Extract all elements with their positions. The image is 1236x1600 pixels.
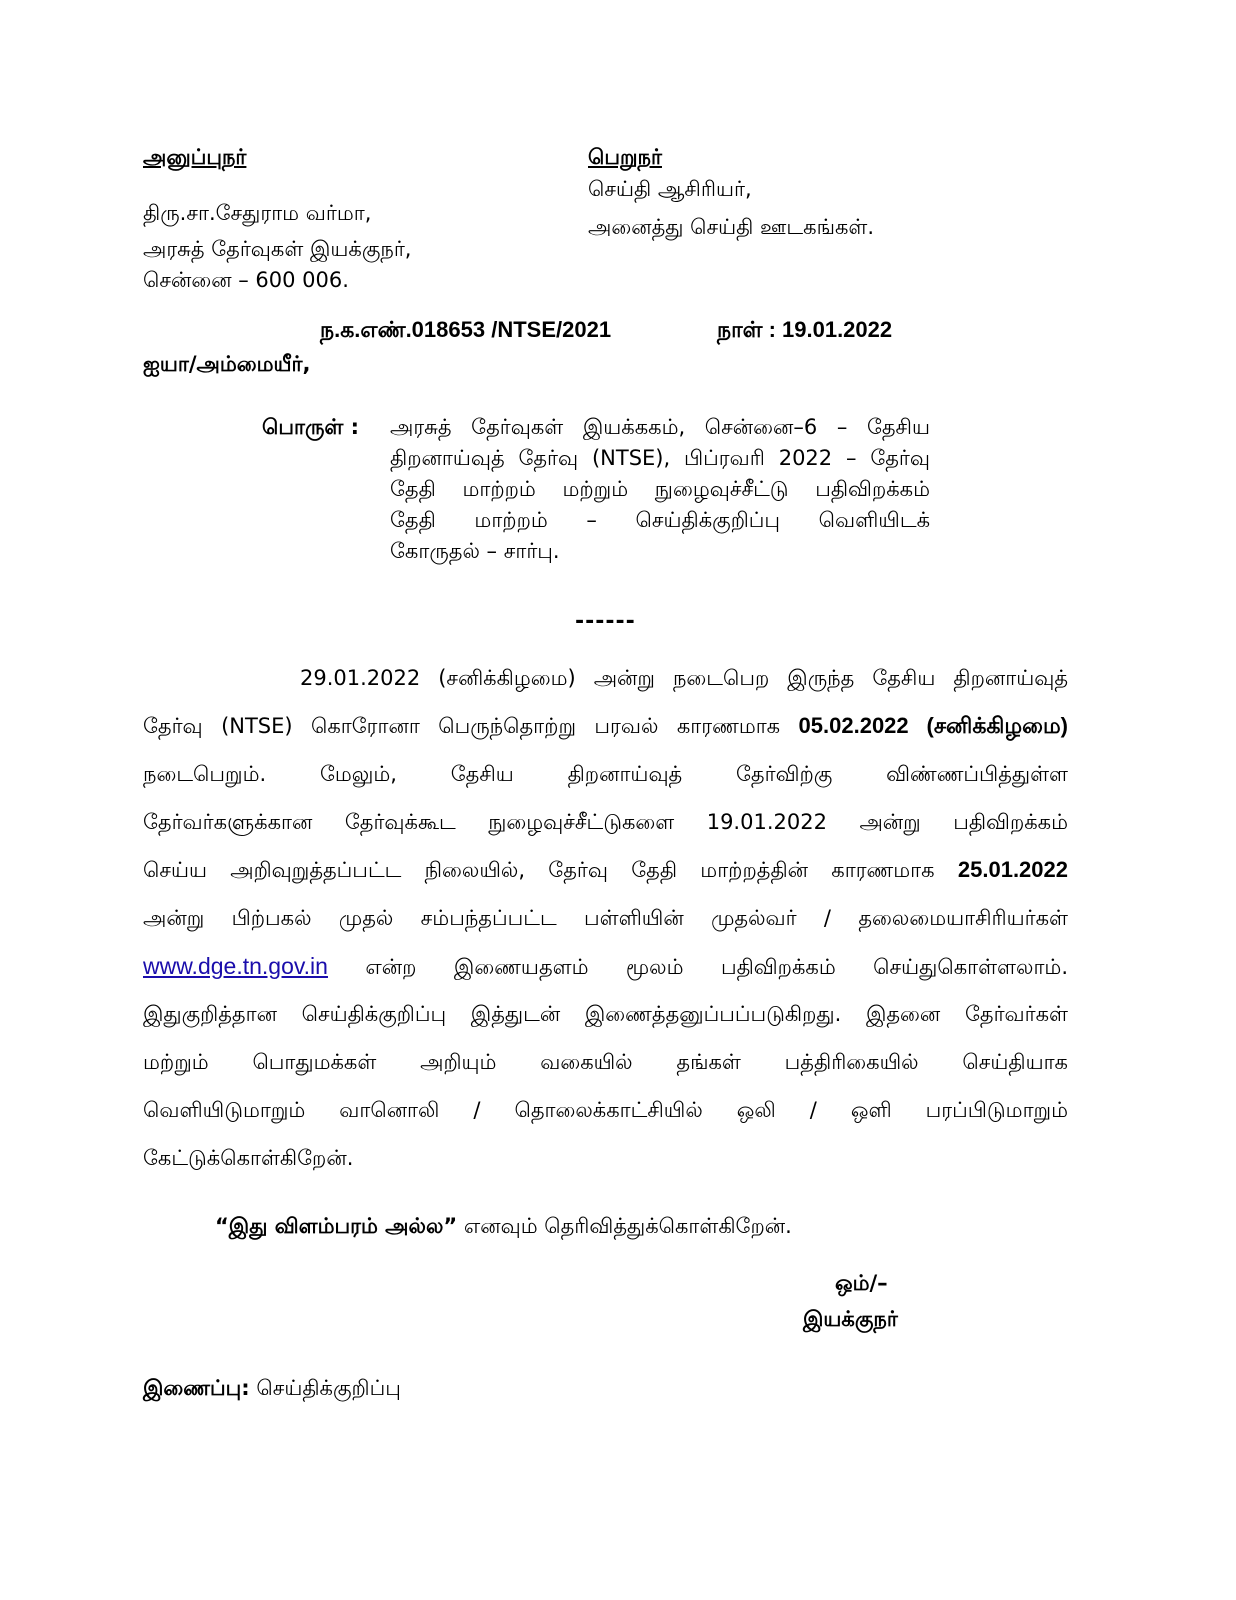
- signature-director: இயக்குநர்: [803, 1307, 898, 1331]
- recipient-heading: பெறுநர்: [588, 145, 662, 169]
- body-line: [143, 709, 1068, 757]
- subject-label: பொருள் :: [262, 415, 360, 439]
- reference-number: ந.க.எண்.018653 /NTSE/2021: [320, 317, 612, 342]
- body-line: 29.01.2022 (சனிக்கிழமை) அன்று நடைபெற இருந்த தேசிய திறனாய்வுத்: [300, 666, 1068, 690]
- enclosure-text: செய்திக்குறிப்பு: [249, 1376, 401, 1400]
- body-download-date: 25.01.2022: [957, 857, 1068, 882]
- body-line: கேட்டுக்கொள்கிறேன்.: [143, 1146, 354, 1170]
- body-line: தேர்வர்களுக்கான தேர்வுக்கூட நுழைவுச்சீட்டுகளை 19.01.2022 அன்று பதிவிறக்கம்: [143, 810, 1068, 834]
- body-text: செய்ய அறிவுறுத்தப்பட்ட நிலையில், தேர்வு தேதி மாற்றத்தின் காரணமாக: [143, 858, 935, 882]
- recipient-line-1: செய்தி ஆசிரியர்,: [588, 177, 752, 201]
- separator: ------: [575, 609, 636, 634]
- body-line: மற்றும் பொதுமக்கள் அறியும் வகையில் தங்கள் பத்திரிகையில் செய்தியாக: [143, 1050, 1068, 1074]
- body-line: இதுகுறித்தான செய்திக்குறிப்பு இத்துடன் இணைத்தனுப்பப்படுகிறது. இதனை தேர்வர்கள்: [143, 1002, 1068, 1026]
- body-line: வெளியிடுமாறும் வானொலி / தொலைக்காட்சியில் ஒலி / ஒளி பரப்பிடுமாறும்: [143, 1098, 1068, 1122]
- body-line: அன்று பிற்பகல் முதல் சம்பந்தப்பட்ட பள்ளியின் முதல்வர் / தலைமையாசிரியர்கள்: [143, 906, 1068, 930]
- reference-date: நாள் : 19.01.2022: [717, 317, 893, 342]
- sender-city: சென்னை – 600 006.: [143, 268, 349, 292]
- subject-line: தேதி மாற்றம் மற்றும் நுழைவுச்சீட்டு பதிவிறக்கம்: [390, 477, 930, 501]
- body-line: [143, 949, 1068, 997]
- notice-line: [215, 1211, 792, 1241]
- body-text: என்ற இணையதளம் மூலம் பதிவிறக்கம் செய்துகொள்ளலாம்.: [365, 955, 1068, 979]
- subject-line: அரசுத் தேர்வுகள் இயக்ககம், சென்னை–6 – தேசிய: [390, 415, 930, 439]
- body-line: நடைபெறும். மேலும், தேசிய திறனாய்வுத் தேர்விற்கு விண்ணப்பித்துள்ள: [143, 762, 1068, 786]
- sender-heading: அனுப்புநர்: [143, 145, 247, 169]
- subject-body: [390, 412, 930, 567]
- signature-om: ஒம்/–: [835, 1271, 888, 1295]
- subject-line: திறனாய்வுத் தேர்வு (NTSE), பிப்ரவரி 2022 – தேர்வு: [390, 446, 930, 470]
- body-text: தேர்வு (NTSE) கொரோனா பெருந்தொற்று பரவல் காரணமாக: [143, 714, 781, 738]
- body-paragraph: [143, 661, 1068, 1189]
- recipient-line-2: அனைத்து செய்தி ஊடகங்கள்.: [588, 215, 875, 239]
- sender-name: திரு.சா.சேதுராம வர்மா,: [143, 201, 372, 225]
- website-link[interactable]: www.dge.tn.gov.in: [143, 953, 328, 979]
- body-line: [143, 853, 1068, 901]
- enclosure-line: [143, 1373, 401, 1403]
- notice-quoted: “இது விளம்பரம் அல்ல”: [215, 1214, 458, 1238]
- body-new-date: 05.02.2022 (சனிக்கிழமை): [798, 713, 1068, 738]
- enclosure-label: இணைப்பு:: [143, 1376, 250, 1400]
- salutation: ஐயா/அம்மையீர்,: [143, 352, 311, 376]
- subject-line: கோருதல் – சார்பு.: [390, 539, 560, 563]
- subject-line: தேதி மாற்றம் – செய்திக்குறிப்பு வெளியிடக்: [390, 508, 930, 532]
- notice-rest: எனவும் தெரிவித்துக்கொள்கிறேன்.: [457, 1214, 792, 1238]
- sender-designation: அரசுத் தேர்வுகள் இயக்குநர்,: [143, 237, 412, 261]
